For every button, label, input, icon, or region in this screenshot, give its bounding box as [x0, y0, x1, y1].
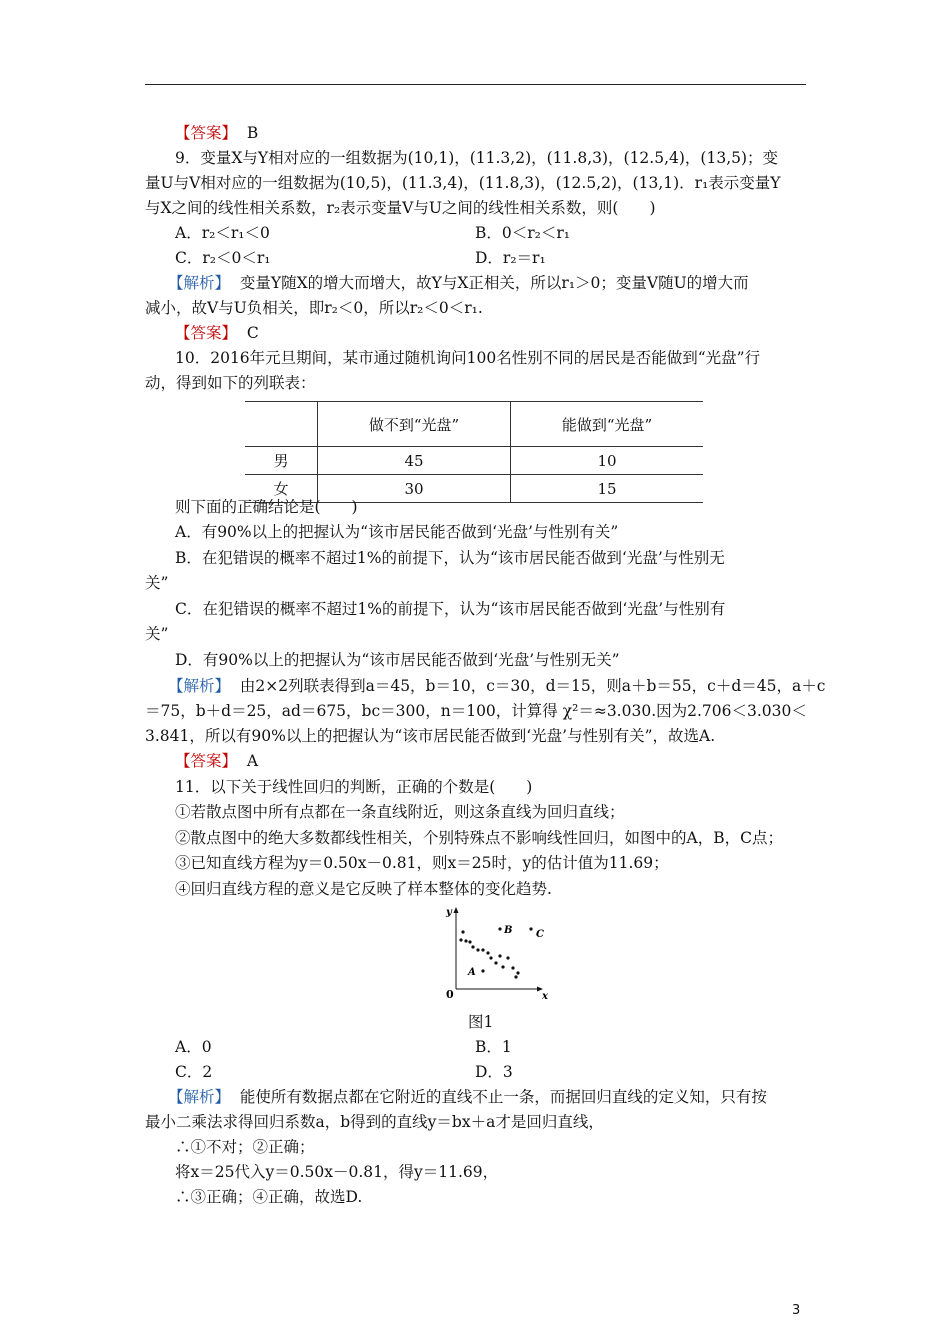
answer-8	[175, 122, 840, 144]
table-header-cell	[245, 402, 318, 447]
y-label: y	[446, 907, 452, 918]
q10-analysis-3: 3.841，所以有90%以上的把握认为“该市居民能否做到‘光盘’与性别有关”，故选A.	[145, 727, 716, 745]
q10-option-c: C．在犯错误的概率不超过1%的前提下，认为“该市居民能否做到‘光盘’与性别有	[175, 600, 726, 618]
q9-analysis-2: 减小，故V与U负相关，即r₂＜0，所以r₂＜0＜r₁.	[145, 299, 483, 317]
table-header-cell: 做不到“光盘”	[318, 402, 511, 447]
scatter-figure	[428, 905, 558, 1000]
q10-line-3: 则下面的正确结论是( )	[175, 498, 358, 516]
x-label: x	[542, 991, 548, 1000]
q10-analysis-2: ＝75，b＋d＝25，ad＝675，bc＝300，n＝100，计算得 χ²＝≈3.030.因为2.706＜3.030＜	[145, 702, 807, 720]
data-point	[516, 971, 519, 974]
table-header-cell: 能做到“光盘”	[511, 402, 704, 447]
header-rule	[145, 84, 806, 85]
q11-analysis-3: ∴①不对；②正确；	[175, 1138, 315, 1156]
data-point	[461, 930, 464, 933]
q10-answer	[175, 750, 840, 772]
point-b	[498, 927, 501, 930]
data-point	[468, 940, 471, 943]
table-cell: 女	[245, 475, 318, 503]
label-b: B	[504, 925, 513, 936]
q10-option-a: A．有90%以上的把握认为“该市居民能否做到‘光盘’与性别有关”	[175, 523, 619, 541]
analysis-text: 能使所有数据点都在它附近的直线不止一条，而据回归直线的定义知，只有按	[239, 1088, 767, 1106]
q10-analysis-1	[168, 675, 833, 697]
q10-line-1: 10．2016年元旦期间，某市通过随机询问100名性别不同的居民是否能做到“光盘”行	[175, 349, 761, 367]
q10-option-d: D．有90%以上的把握认为“该市居民能否做到‘光盘’与性别无关”	[175, 651, 620, 669]
point-c	[529, 927, 532, 930]
contingency-table	[245, 401, 703, 503]
analysis-tag: 【解析】	[168, 274, 231, 292]
label-c: C	[536, 929, 544, 940]
q11-option-b: B．1	[475, 1038, 512, 1056]
q11-statement-1: ①若散点图中所有点都在一条直线附近，则这条直线为回归直线；	[175, 803, 625, 821]
data-point	[471, 945, 474, 948]
q11-statement-3: ③已知直线方程为y＝0.50x－0.81，则x＝25时，y的估计值为11.69；	[175, 854, 669, 872]
data-point	[511, 966, 514, 969]
q11-analysis-5: ∴③正确；④正确，故选D.	[175, 1188, 363, 1206]
answer-tag: 【答案】	[175, 752, 238, 770]
answer-value: C	[246, 324, 259, 342]
data-point	[498, 954, 501, 957]
table-cell: 45	[318, 447, 511, 475]
analysis-text: 变量Y随X的增大而增大，故Y与X正相关，所以r₁＞0；变量V随U的增大而	[239, 274, 749, 292]
data-point	[489, 956, 492, 959]
y-axis-arrow	[454, 907, 459, 913]
point-a	[481, 969, 484, 972]
answer-tag: 【答案】	[175, 324, 238, 342]
q9-line-3: 与X之间的线性相关系数，r₂表示变量V与U之间的线性相关系数，则( )	[145, 199, 656, 217]
analysis-text: 由2×2列联表得到a＝45，b＝10，c＝30，d＝15，则a＋b＝55，c＋d＝45，a＋c	[239, 677, 826, 695]
analysis-tag: 【解析】	[168, 1088, 231, 1106]
data-point	[514, 975, 517, 978]
data-point	[459, 938, 462, 941]
data-point	[506, 956, 509, 959]
q11-line-1: 11．以下关于线性回归的判断，正确的个数是( )	[175, 778, 533, 796]
table-cell: 30	[318, 475, 511, 503]
table-cell: 10	[511, 447, 704, 475]
q9-option-a: A．r₂＜r₁＜0	[175, 224, 270, 242]
data-point	[476, 948, 479, 951]
table-header-row	[245, 402, 703, 447]
q9-option-d: D．r₂＝r₁	[475, 249, 546, 267]
origin-label: 0	[446, 988, 454, 1000]
table-cell: 15	[511, 475, 704, 503]
data-point	[481, 948, 484, 951]
q11-option-d: D．3	[475, 1063, 513, 1081]
q9-option-b: B．0＜r₂＜r₁	[475, 224, 570, 242]
q11-analysis-2: 最小二乘法求得回归系数a，b得到的直线y＝bx＋a才是回归直线，	[145, 1113, 604, 1131]
answer-tag: 【答案】	[175, 124, 238, 142]
q9-option-c: C．r₂＜0＜r₁	[175, 249, 271, 267]
table-cell: 男	[245, 447, 318, 475]
q9-line-2: 量U与V相对应的一组数据为(10,5)，(11.3,4)，(11.8,3)，(12.5,2)，(13,1)．r₁表示变量Y	[145, 174, 781, 192]
answer-value: A	[246, 752, 259, 770]
answer-value: B	[246, 124, 259, 142]
data-point	[486, 951, 489, 954]
q9-answer	[175, 322, 840, 344]
label-a: A	[468, 967, 476, 978]
data-point	[464, 939, 467, 942]
q9-line-1: 9．变量X与Y相对应的一组数据为(10,1)，(11.3,2)，(11.8,3)，(12.5,4)，(13,5)；变	[175, 149, 779, 167]
table-row	[245, 447, 703, 475]
analysis-tag: 【解析】	[168, 677, 231, 695]
data-point	[494, 961, 497, 964]
q10-option-b-cont: 关”	[145, 574, 169, 592]
q10-line-2: 动，得到如下的列联表：	[145, 374, 316, 392]
page-number: 3	[792, 1303, 801, 1318]
figure-caption: 图1	[468, 1013, 494, 1031]
q11-analysis-1	[168, 1086, 833, 1108]
q10-option-b: B．在犯错误的概率不超过1%的前提下，认为“该市居民能否做到‘光盘’与性别无	[175, 549, 725, 567]
data-point	[501, 965, 504, 968]
q11-option-a: A．0	[175, 1038, 212, 1056]
q11-option-c: C．2	[175, 1063, 213, 1081]
q10-option-c-cont: 关”	[145, 625, 169, 643]
q9-analysis-1	[168, 272, 833, 294]
q11-statement-2: ②散点图中的绝大多数都线性相关，个别特殊点不影响线性回归，如图中的A，B，C点；	[175, 829, 783, 847]
q11-statement-4: ④回归直线方程的意义是它反映了样本整体的变化趋势.	[175, 880, 552, 898]
q11-analysis-4: 将x＝25代入y＝0.50x－0.81，得y＝11.69，	[175, 1163, 499, 1181]
